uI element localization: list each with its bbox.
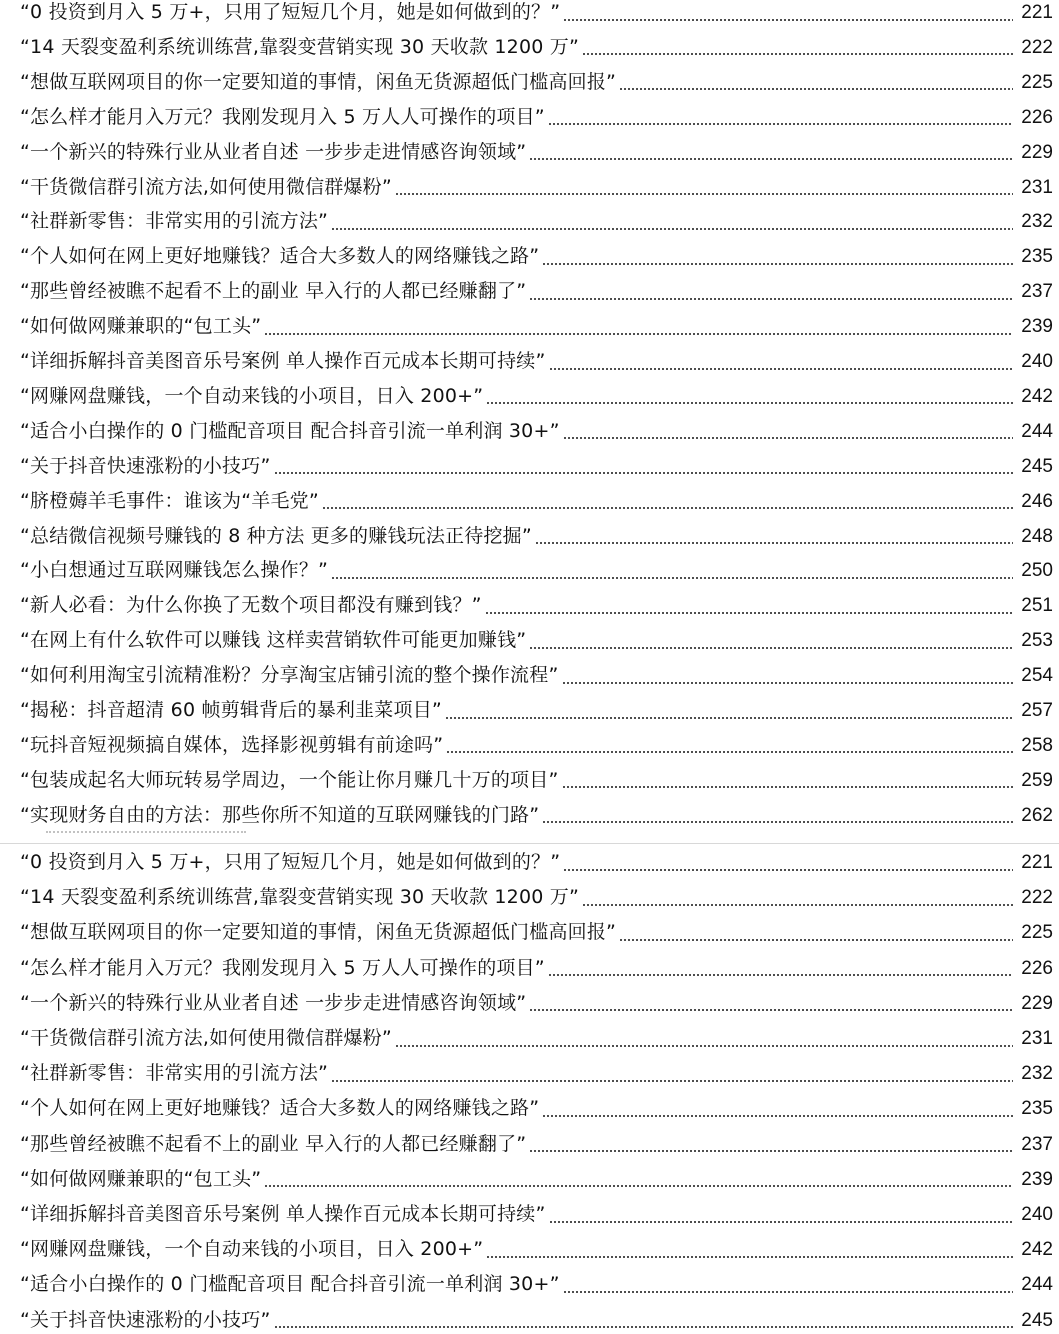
toc-entry-title: “想做互联网项目的你一定要知道的事情，闲鱼无货源超低门槛高回报” bbox=[20, 70, 617, 93]
toc-entry[interactable] bbox=[0, 100, 1059, 135]
toc-dot-leader bbox=[535, 542, 1013, 544]
toc-dot-leader bbox=[264, 333, 1013, 335]
toc-dot-leader bbox=[446, 751, 1013, 753]
toc-entry-page-number: 222 bbox=[1021, 887, 1053, 909]
toc-entry-page-number: 226 bbox=[1021, 957, 1053, 979]
toc-entry-page-number: 232 bbox=[1021, 1063, 1053, 1085]
toc-dot-leader bbox=[542, 263, 1013, 265]
toc-entry-title: “如何做网赚兼职的“包工头” bbox=[20, 1167, 262, 1190]
toc-entry-page-number: 250 bbox=[1021, 560, 1053, 582]
toc-entry[interactable] bbox=[0, 623, 1059, 658]
toc-entry-title: “实现财务自由的方法：那些你所不知道的互联网赚钱的门路” bbox=[20, 803, 540, 826]
toc-entry-title: “适合小白操作的 0 门槛配音项目 配合抖音引流一单利润 30+” bbox=[20, 419, 560, 442]
toc-entry-title: “揭秘：抖音超清 60 帧剪辑背后的暴利韭菜项目” bbox=[20, 699, 442, 721]
toc-entry-page-number: 258 bbox=[1021, 734, 1053, 756]
toc-entry-page-number: 254 bbox=[1021, 665, 1053, 687]
toc-entry-title: “个人如何在网上更好地赚钱？适合大多数人的网络赚钱之路” bbox=[20, 1097, 540, 1120]
toc-entry[interactable] bbox=[0, 65, 1059, 100]
toc-entry[interactable] bbox=[0, 30, 1059, 65]
toc-entry-title: “脐橙薅羊毛事件：谁该为“羊毛党” bbox=[20, 489, 319, 512]
toc-entry-page-number: 253 bbox=[1021, 630, 1053, 652]
toc-entry[interactable] bbox=[0, 1127, 1059, 1162]
toc-dot-leader bbox=[582, 53, 1013, 55]
toc-entry[interactable] bbox=[0, 763, 1059, 798]
toc-entry-page-number: 237 bbox=[1021, 1133, 1053, 1155]
toc-dot-leader bbox=[529, 298, 1013, 300]
toc-entry-page-number: 229 bbox=[1021, 992, 1053, 1014]
toc-entry[interactable] bbox=[0, 0, 1059, 30]
toc-entry-page-number: 226 bbox=[1021, 106, 1053, 128]
toc-entry-page-number: 232 bbox=[1021, 211, 1053, 233]
toc-entry[interactable] bbox=[0, 915, 1059, 950]
toc-entry-page-number: 229 bbox=[1021, 141, 1053, 163]
toc-entry-page-number: 240 bbox=[1021, 1204, 1053, 1225]
toc-dot-leader bbox=[548, 123, 1013, 125]
toc-entry[interactable] bbox=[0, 553, 1059, 588]
page-divider bbox=[0, 843, 1059, 844]
toc-entry[interactable] bbox=[0, 1021, 1059, 1056]
toc-entry[interactable] bbox=[0, 1232, 1059, 1267]
toc-entry[interactable] bbox=[0, 1091, 1059, 1126]
toc-entry-title: “一个新兴的特殊行业从业者自述 一步步走进情感咨询领域” bbox=[20, 991, 527, 1014]
toc-entry-title: “关于抖音快速涨粉的小技巧” bbox=[20, 454, 271, 477]
toc-dot-leader bbox=[563, 437, 1013, 439]
toc-entry[interactable] bbox=[0, 658, 1059, 693]
toc-entry-page-number: 262 bbox=[1021, 804, 1053, 826]
toc-entry-title: “想做互联网项目的你一定要知道的事情，闲鱼无货源超低门槛高回报” bbox=[20, 921, 617, 944]
toc-entry-title: “如何利用淘宝引流精准粉？分享淘宝店铺引流的整个操作流程” bbox=[20, 664, 559, 687]
toc-entry-page-number: 244 bbox=[1021, 1274, 1053, 1296]
toc-entry-page-number: 259 bbox=[1021, 769, 1053, 791]
toc-entry[interactable] bbox=[0, 986, 1059, 1021]
toc-entry[interactable] bbox=[0, 798, 1059, 829]
toc-entry-page-number: 221 bbox=[1021, 852, 1053, 873]
toc-dot-leader bbox=[542, 821, 1013, 823]
toc-entry[interactable] bbox=[0, 951, 1059, 986]
toc-entry-title: “网赚网盘赚钱，一个自动来钱的小项目，日入 200+” bbox=[20, 384, 484, 407]
toc-dot-leader bbox=[529, 647, 1013, 649]
toc-entry-page-number: 221 bbox=[1021, 2, 1053, 23]
toc-entry-title: “社群新零售：非常实用的引流方法” bbox=[20, 1062, 329, 1085]
toc-dot-leader bbox=[549, 1221, 1013, 1223]
toc-entry-page-number: 231 bbox=[1021, 176, 1053, 198]
toc-entry-title: “干货微信群引流方法,如何使用微信群爆粉” bbox=[20, 175, 392, 198]
toc-entry-page-number: 257 bbox=[1021, 700, 1053, 721]
toc-dot-leader bbox=[445, 717, 1013, 719]
toc-entry-title: “详细拆解抖音美图音乐号案例 单人操作百元成本长期可持续” bbox=[20, 350, 546, 372]
toc-entry[interactable] bbox=[0, 135, 1059, 170]
toc-dot-leader bbox=[486, 402, 1013, 404]
toc-entry-page-number: 225 bbox=[1021, 922, 1053, 944]
toc-entry[interactable] bbox=[0, 274, 1059, 309]
toc-entry-title: “14 天裂变盈利系统训练营,靠裂变营销实现 30 天收款 1200 万” bbox=[20, 886, 580, 909]
toc-entry-title: “玩抖音短视频搞自媒体，选择影视剪辑有前途吗” bbox=[20, 733, 444, 756]
toc-dot-leader bbox=[563, 19, 1013, 21]
toc-entry[interactable] bbox=[0, 1162, 1059, 1197]
toc-entry-title: “在网上有什么软件可以赚钱 这样卖营销软件可能更加赚钱” bbox=[20, 629, 527, 652]
toc-entry-title: “0 投资到月入 5 万+，只用了短短几个月，她是如何做到的？” bbox=[20, 1, 561, 23]
toc-block-2 bbox=[0, 845, 1059, 1334]
toc-entry[interactable] bbox=[0, 309, 1059, 344]
toc-entry[interactable] bbox=[0, 693, 1059, 728]
toc-dot-leader bbox=[542, 1115, 1013, 1117]
toc-entry-title: “新人必看：为什么你换了无数个项目都没有赚到钱？” bbox=[20, 594, 482, 617]
toc-entry-title: “干货微信群引流方法,如何使用微信群爆粉” bbox=[20, 1027, 392, 1049]
toc-dot-leader bbox=[331, 228, 1013, 230]
toc-entry[interactable] bbox=[0, 1303, 1059, 1334]
toc-entry-page-number: 246 bbox=[1021, 490, 1053, 512]
toc-entry-page-number: 242 bbox=[1021, 1239, 1053, 1261]
toc-entry[interactable] bbox=[0, 1056, 1059, 1091]
toc-entry[interactable] bbox=[0, 880, 1059, 915]
toc-entry-title: “小白想通过互联网赚钱怎么操作？” bbox=[20, 559, 329, 582]
toc-entry-title: “怎么样才能月入万元？我刚发现月入 5 万人人可操作的项目” bbox=[20, 956, 545, 979]
toc-dot-leader bbox=[563, 1291, 1013, 1293]
toc-dot-leader bbox=[562, 682, 1014, 684]
toc-dot-leader bbox=[529, 1009, 1013, 1011]
toc-dot-leader bbox=[331, 577, 1013, 579]
toc-entry[interactable] bbox=[0, 519, 1059, 554]
toc-dot-leader bbox=[322, 507, 1013, 509]
toc-entry-page-number: 239 bbox=[1021, 1168, 1053, 1190]
toc-entry-title: “网赚网盘赚钱，一个自动来钱的小项目，日入 200+” bbox=[20, 1238, 484, 1261]
toc-entry-page-number: 251 bbox=[1021, 595, 1053, 617]
toc-dot-leader bbox=[395, 1045, 1013, 1047]
toc-dot-leader bbox=[485, 612, 1013, 614]
toc-entry-title: “个人如何在网上更好地赚钱？适合大多数人的网络赚钱之路” bbox=[20, 245, 540, 268]
toc-dot-leader bbox=[274, 472, 1014, 474]
toc-entry-page-number: 239 bbox=[1021, 316, 1053, 338]
toc-entry-title: “适合小白操作的 0 门槛配音项目 配合抖音引流一单利润 30+” bbox=[20, 1273, 560, 1296]
toc-dot-leader bbox=[529, 1150, 1013, 1152]
toc-entry[interactable] bbox=[0, 449, 1059, 484]
toc-entry-page-number: 242 bbox=[1021, 385, 1053, 407]
toc-entry-title: “14 天裂变盈利系统训练营,靠裂变营销实现 30 天收款 1200 万” bbox=[20, 35, 580, 58]
toc-entry-title: “关于抖音快速涨粉的小技巧” bbox=[20, 1308, 271, 1331]
toc-entry[interactable] bbox=[0, 204, 1059, 239]
toc-entry-title: “社群新零售：非常实用的引流方法” bbox=[20, 210, 329, 233]
toc-entry[interactable] bbox=[0, 845, 1059, 880]
toc-dot-leader bbox=[274, 1326, 1014, 1328]
toc-entry-page-number: 235 bbox=[1021, 246, 1053, 268]
toc-dot-leader bbox=[549, 368, 1013, 370]
toc-dot-leader bbox=[548, 974, 1013, 976]
toc-entry[interactable] bbox=[0, 484, 1059, 519]
toc-dot-leader bbox=[563, 869, 1013, 871]
toc-dot-leader bbox=[395, 193, 1013, 195]
toc-entry-page-number: 248 bbox=[1021, 525, 1053, 547]
toc-dot-leader bbox=[264, 1185, 1013, 1187]
toc-entry[interactable] bbox=[0, 239, 1059, 274]
toc-entry-page-number: 245 bbox=[1021, 1309, 1053, 1331]
toc-dot-leader bbox=[619, 88, 1013, 90]
toc-dot-leader bbox=[529, 158, 1013, 160]
toc-dot-leader bbox=[582, 904, 1013, 906]
toc-entry-page-number: 237 bbox=[1021, 281, 1053, 303]
toc-entry-title: “怎么样才能月入万元？我刚发现月入 5 万人人可操作的项目” bbox=[20, 105, 545, 128]
toc-dot-leader bbox=[619, 939, 1013, 941]
toc-dot-leader bbox=[331, 1080, 1013, 1082]
toc-entry-page-number: 225 bbox=[1021, 71, 1053, 93]
toc-entry-title: “一个新兴的特殊行业从业者自述 一步步走进情感咨询领域” bbox=[20, 140, 527, 163]
toc-entry-page-number: 222 bbox=[1021, 36, 1053, 58]
toc-entry[interactable] bbox=[0, 344, 1059, 379]
toc-entry[interactable] bbox=[0, 588, 1059, 623]
toc-entry-title: “那些曾经被瞧不起看不上的副业 早入行的人都已经赚翻了” bbox=[20, 280, 527, 303]
toc-dot-leader bbox=[562, 786, 1014, 788]
toc-entry-title: “那些曾经被瞧不起看不上的副业 早入行的人都已经赚翻了” bbox=[20, 1132, 527, 1155]
toc-entry-page-number: 240 bbox=[1021, 351, 1053, 372]
toc-entry-page-number: 244 bbox=[1021, 420, 1053, 442]
toc-entry-title: “包装成起名大师玩转易学周边，一个能让你月赚几十万的项目” bbox=[20, 768, 559, 791]
toc-entry-page-number: 235 bbox=[1021, 1098, 1053, 1120]
toc-entry[interactable] bbox=[0, 1197, 1059, 1232]
toc-entry[interactable] bbox=[0, 728, 1059, 763]
toc-entry[interactable] bbox=[0, 1267, 1059, 1302]
toc-entry-title: “如何做网赚兼职的“包工头” bbox=[20, 315, 262, 338]
toc-entry-title: “0 投资到月入 5 万+，只用了短短几个月，她是如何做到的？” bbox=[20, 851, 561, 873]
toc-entry[interactable] bbox=[0, 170, 1059, 205]
toc-dot-leader bbox=[486, 1256, 1013, 1258]
toc-entry[interactable] bbox=[0, 414, 1059, 449]
toc-entry-page-number: 245 bbox=[1021, 455, 1053, 477]
toc-entry-title: “总结微信视频号赚钱的 8 种方法 更多的赚钱玩法正待挖掘” bbox=[20, 524, 532, 547]
toc-entry[interactable] bbox=[0, 379, 1059, 414]
toc-entry-page-number: 231 bbox=[1021, 1028, 1053, 1049]
toc-entry-title: “详细拆解抖音美图音乐号案例 单人操作百元成本长期可持续” bbox=[20, 1203, 546, 1225]
